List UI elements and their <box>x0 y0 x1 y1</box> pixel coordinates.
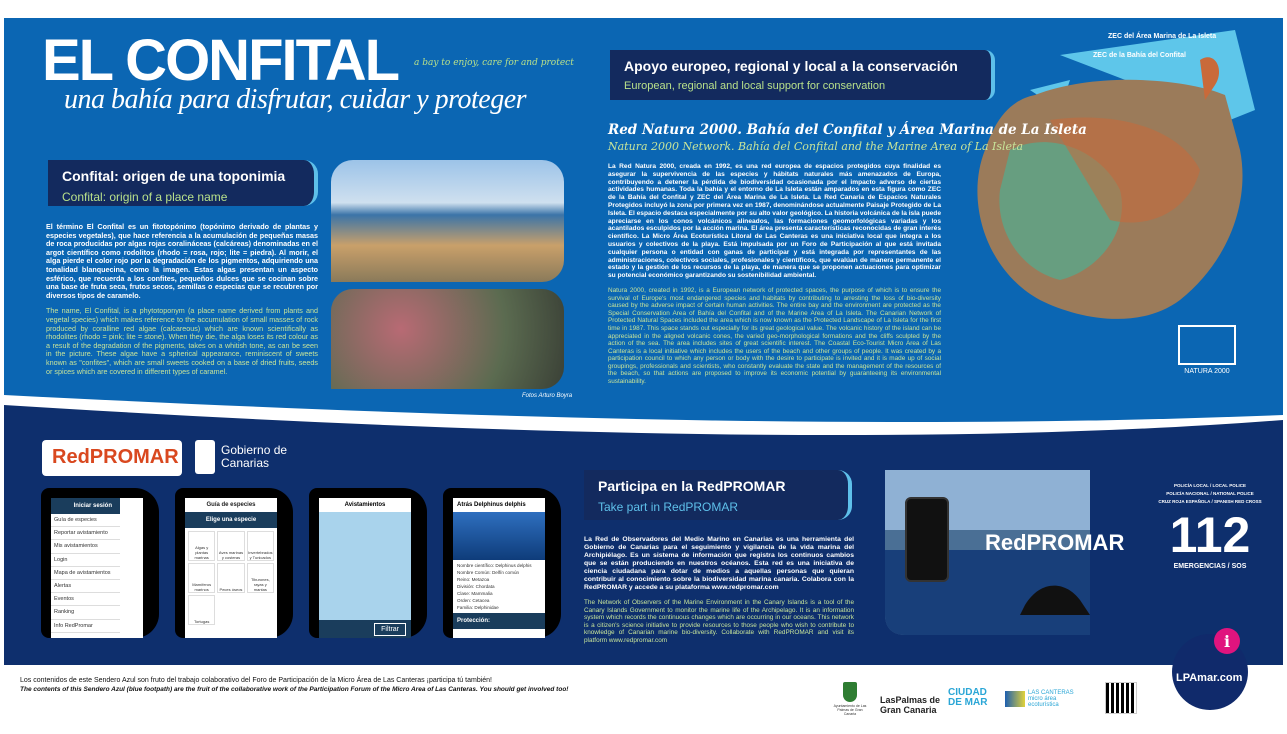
protection-header: Protección: <box>453 613 545 629</box>
species-card: Algas y plantas marinas <box>188 531 215 561</box>
menu-item: Info RedPromar <box>51 620 120 633</box>
rhodolith-photo <box>331 289 564 389</box>
map-label-confital: ZEC de la Bahía del Confital <box>1093 52 1186 59</box>
bay-photo <box>331 160 564 282</box>
menu-item: Mapa de avistamientos <box>51 567 120 580</box>
laspalmas-logo: LasPalmas de Gran Canaria <box>880 695 941 715</box>
species-fields: Nombre científico: Delphinus delphis Nombre Común: Delfín común Reino: Metazoa División: Chordata Clase: Mammalia Orden: Cetacea Familia: Delphinidae <box>457 563 532 610</box>
species-card: Tortugas <box>188 595 215 625</box>
species-card: Mamíferos marinos <box>188 563 215 593</box>
natura-title-en: Natura 2000 Network. Bahía del Confital and the Marine Area of La Isleta <box>608 140 1024 153</box>
menu-item: Mis avistamientos <box>51 540 120 553</box>
support-title-en: European, regional and local support for conservation <box>624 80 886 92</box>
menu-item: Login <box>51 554 120 567</box>
phone-sightings-header: Avistamientos <box>319 498 411 512</box>
toponym-title-box <box>48 160 318 206</box>
emergency-block <box>1140 482 1280 571</box>
toponym-title-es: Confital: origen de una toponimia <box>62 168 286 184</box>
footer-text-en: The contents of this Sendero Azul (blue footpath) are the fruit of the collaborative work of the Participation Forum of the Micro Area of Las Canteras. You should get involved too! <box>20 686 569 693</box>
emergency-line: POLICÍA NACIONAL / NATIONAL POLICE <box>1166 491 1254 496</box>
toponym-title-en: Confital: origin of a place name <box>62 190 228 204</box>
phone-species-screenshot <box>175 488 293 638</box>
support-title-es: Apoyo europeo, regional y local a la conservación <box>624 58 958 74</box>
redpromar-title-box <box>584 470 852 520</box>
species-card: Tiburones, rayas y mantas <box>247 563 274 593</box>
menu-item: Guía de especies <box>51 514 120 527</box>
support-title-box <box>610 50 995 100</box>
tagline-en: a bay to enjoy, care for and protect <box>414 58 574 68</box>
natura-text <box>608 163 941 386</box>
svg-text:i: i <box>1223 632 1231 651</box>
phone-species-detail-screenshot <box>443 488 561 638</box>
phone-menu-header: Iniciar sesión <box>51 498 120 514</box>
photo-credit: Fotos Arturo Boyra <box>522 393 573 399</box>
redpromar-promo-logo: RedPROMAR <box>985 530 1125 555</box>
menu-item: Alertas <box>51 580 120 593</box>
back-link: Atrás <box>457 502 473 508</box>
redpromar-title-en: Take part in RedPROMAR <box>598 500 739 514</box>
toponym-text <box>46 223 318 376</box>
main-title: EL CONFITAL <box>42 28 399 93</box>
toponym-text-es: El término El Confital es un fitotopónimo (topónimo derivado de plantas y especies vegetales), que hace referencia a la acumulación de pequeñas masas de roca producidas por algas rojas coralináceas (calcáreas) denominadas en el argot científico como rodolitos (rhodo = rosa, rojo; lite = piedra). Al morir, el alga pierde el color rojo por la degradación de los pigmentos, adquiriendo una tonalidad blanquecina, como la imagen. Estas algas presentan un aspecto esférico, que recuerda a los confites, pequeños dulces que se cocinan sobre una base de fruta seca, frutos secos, semillas o especias que se recubren por diversos tipos de caramelo. <box>46 222 318 300</box>
emergency-line: CRUZ ROJA ESPAÑOLA / SPANISH RED CROSS <box>1158 499 1262 504</box>
redpromar-text <box>584 536 854 645</box>
phone-sightings-screenshot <box>309 488 427 638</box>
ayuntamiento-logo: Ayuntamiento de Las Palmas de Gran Canaria <box>832 682 868 716</box>
redpromar-text-en: The Network of Observers of the Marine Environment in the Canary Islands is a tool of the Canary Islands Government to monitor the marine life of the Archipelago. It is an information system which records the continuous changes which are occurring in our oceans. This network is a citizen's science initiative to provide resources to those people who wish to contribute to knowledge of Canarian marine bio-diversity. Collaborate with RedPROMAR and visit its platform www.redpromar.com <box>584 599 854 644</box>
menu-item: Eventos <box>51 593 120 606</box>
ciudad-de-mar-logo: CIUDAD DE MAR <box>948 687 988 708</box>
coat-of-arms-icon <box>195 440 215 474</box>
filter-button: Filtrar <box>374 623 406 636</box>
redpromar-text-es: La Red de Observadores del Medio Marino en Canarias es una herramienta del Gobierno de Canarias para el seguimiento y vigilancia de la vida marina del Archipiélago. Es un sistema de información que registra los continuos cambios que se están produciendo en nuestros océanos. Esta red es una iniciativa de ciencia ciudadana para dotar de medios a aquellas personas que quieran contribuir al conocimiento sobre la biodiversidad marina canaria. Colabora con la RedPROMAR y accede a su plataforma www.redpromar.com <box>584 536 854 591</box>
phone-species-header: Guía de especies <box>206 502 256 508</box>
footer-text-es: Los contenidos de este Sendero Azul son fruto del trabajo colaborativo del Foro de Participación de la Micro Área de Las Canteras ¡participa tú también! <box>20 677 492 684</box>
dolphin-photo <box>453 512 545 560</box>
las-canteras-mark <box>1005 691 1025 707</box>
shield-icon <box>843 682 857 702</box>
natura-text-es: La Red Natura 2000, creada en 1992, es una red europea de espacios protegidos cuya finalidad es asegurar la supervivencia de las especies y hábitats naturales más amenazados de Europa, contribuyendo a detener la pérdida de biodiversidad ocasionada por el impacto adverso de ciertas actividades humanas. Toda la bahía y el entorno de La Isleta están amparados en esta figura como ZEC de la Bahía del Confital y ZEC del Área Marina de La Isleta. La Red Canaria de Espacios Naturales Protegidos incluyó la zona por primera vez en 1987, denominándose actualmente Paisaje Protegido de La Isleta. El espacio destaca especialmente por su alto valor geológico. La historia volcánica de la isla puede apreciarse en los conos volcánicos alineados, las formaciones geomorfológicas variadas y los acantilados esculpidos por la acción marina. El área presenta características reconocidas de gran interés científico. La Micro Área Ecoturística Litoral de Las Canteras es una iniciativa local que integra a los usuarios y colectivos de la playa. Está impulsada por un Foro de Participación al que está invitada cualquier persona o entidad con ganas de participar y está integrada por representantes de las administraciones, colectivos sociales, profesionales y científicos, que evalúan de manera permanente el estado y la gestión de los recursos de la playa, de manera que se proponen actuaciones para optimizar su potencial económico garantizando su sostenibilidad ambiental. <box>608 163 941 280</box>
phone-species-subheader: Elige una especie <box>185 512 277 528</box>
natura-text-en: Natura 2000, created in 1992, is a European network of protected spaces, the purpose of which is to ensure the survival of Europe's most endangered species and habitats by contributing to arresting the loss of bio-diversity caused by the adverse impact of certain human activities. The entire bay and the environment are protected as the Special Conservation Area of Bahía del Confital and of the Marine Area of La Isleta. The Canarian Network of Protected Natural Spaces included the area which is now known as the Protected Landscape of La Isleta for the first time in 1987. This space stands out especially for its great geological value. The volcanic history of the island can be appreciated in the aligned volcanic cones, the varied geo-morphological formations and the cliffs sculpted by the action of the sea. The area includes sites of great scientific interest. The Coastal Eco-Tourist Micro Area of Las Canteras is a local initiative which includes the users of the beach and other groups of people. It was created by a participation council to which any person or body with the desire to participate is invited and it is made up of social groupings, professionals and scientists, who constantly evaluate the state and the management of the resources of the beach, so that actions are proposed to improve its economic potential by guaranteeing its environmental sustainability. <box>608 286 941 386</box>
emergency-number: 112 <box>1169 507 1251 563</box>
qr-code[interactable] <box>1105 682 1137 714</box>
redpromar-logo: RedPROMAR <box>42 440 182 476</box>
emergency-line: POLICÍA LOCAL / LOCAL POLICE <box>1174 483 1246 488</box>
species-card: Invertebrados y Tunicados <box>247 531 274 561</box>
natura-logo-mark <box>1178 325 1236 365</box>
main-subtitle: una bahía para disfrutar, cuidar y proteger <box>64 84 527 115</box>
phone-menu-screenshot <box>41 488 159 638</box>
species-card: Peces óseos <box>217 563 244 593</box>
redpromar-title-es: Participa en la RedPROMAR <box>598 478 786 494</box>
toponym-text-en: The name, El Confital, is a phytotoponym (a place name derived from plants and vegetal species) which makes reference to the accumulation of small masses of rock produced by coralline red algae (calcareous) which are known scientifically as rhodolites (rhodo = pink; lite = stone). When they die, the alga loses its red colour as a result of the degradation of the pigments, takes on a whitish tone, as can be seen in the picture. These algae have a spherical appearance, reminiscent of sweets known as "confites", which are small sweets cooked on a base of dried fruits, seeds or spices which are covered in different types of caramel. <box>46 306 318 376</box>
menu-item: Reportar avistamiento <box>51 527 120 540</box>
natura-2000-logo: NATURA 2000 <box>1174 325 1240 375</box>
menu-item: Ranking <box>51 606 120 619</box>
map-label-isleta: ZEC del Área Marina de La Isleta <box>1108 33 1217 40</box>
natura-title-es: Red Natura 2000. Bahía del Confital y Área Marina de La Isleta <box>608 122 1087 138</box>
emergency-label: EMERGENCIAS / SOS <box>1173 563 1247 570</box>
lpamar-logo[interactable]: LPAmar.com <box>1176 672 1243 684</box>
species-name: Delphinus delphis <box>474 502 526 508</box>
species-card: Aves marinas y costeras <box>217 531 244 561</box>
gobierno-canarias-logo: Gobierno de Canarias <box>195 440 301 474</box>
emergency-contacts <box>1158 482 1261 506</box>
promo-phone-image <box>905 497 949 582</box>
las-canteras-logo: LAS CANTERAS micro área ecoturística <box>1005 690 1088 708</box>
